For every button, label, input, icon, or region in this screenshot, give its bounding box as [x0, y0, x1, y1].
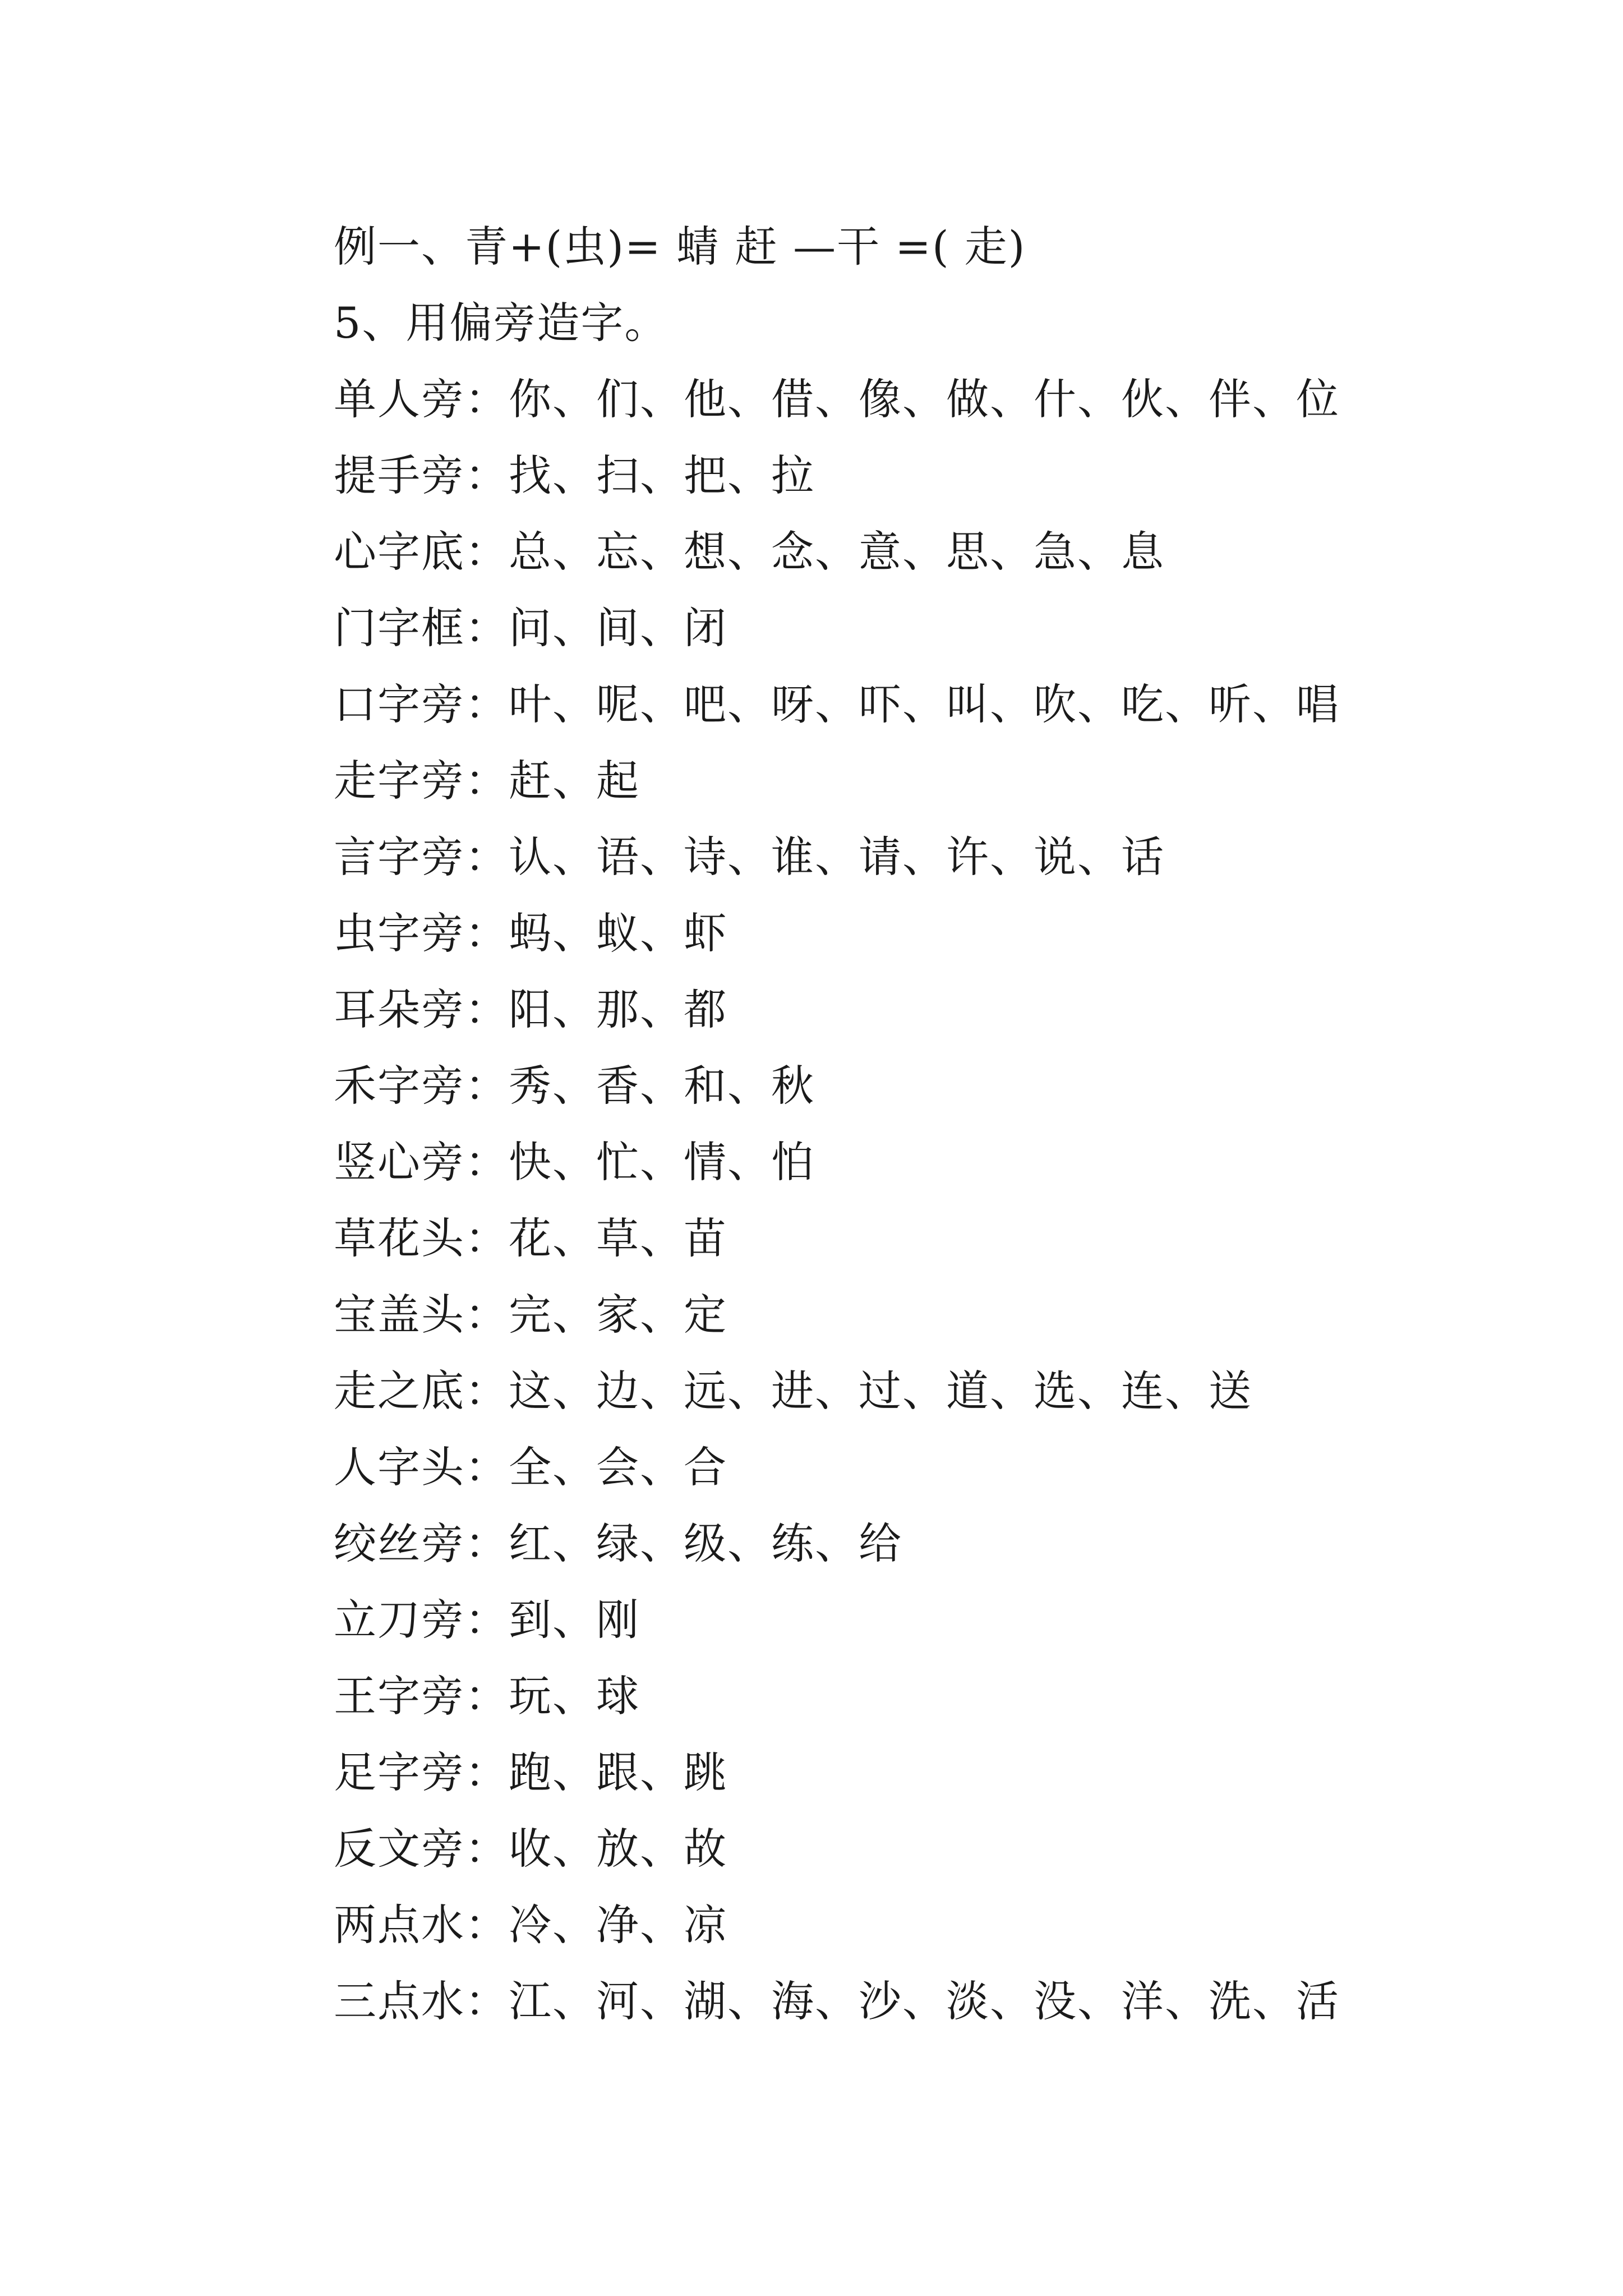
- radical-chars: 这、边、远、进、过、道、选、连、送: [509, 1366, 1252, 1416]
- radical-label: 单人旁：: [334, 374, 509, 424]
- radical-chars: 江、河、湖、海、沙、淡、没、洋、洗、活: [509, 1976, 1340, 2026]
- radical-label: 耳朵旁：: [334, 984, 509, 1034]
- radical-row: [334, 1048, 1399, 1124]
- radical-row: [334, 743, 1399, 819]
- radical-chars: 收、放、故: [509, 1824, 727, 1874]
- radical-row: [334, 972, 1399, 1048]
- radical-row: [334, 1734, 1399, 1811]
- radical-chars: 蚂、蚁、虾: [509, 908, 727, 958]
- radical-label: 提手旁：: [334, 450, 509, 500]
- radical-chars: 问、间、闭: [509, 603, 727, 653]
- radical-label: 言字旁：: [334, 832, 509, 882]
- radical-row: [334, 819, 1399, 895]
- radical-chars: 到、刚: [509, 1595, 640, 1645]
- radical-label: 足字旁：: [334, 1747, 509, 1797]
- radical-row: [334, 1658, 1399, 1734]
- radical-row: [334, 1582, 1399, 1658]
- radical-chars: 冷、净、凉: [509, 1900, 727, 1950]
- radical-chars: 总、忘、想、念、意、思、急、息: [509, 527, 1165, 577]
- radical-chars: 全、会、合: [509, 1442, 727, 1492]
- radical-chars: 花、草、苗: [509, 1213, 727, 1263]
- radical-label: 三点水：: [334, 1976, 509, 2026]
- radical-chars: 赶、起: [509, 756, 640, 806]
- radical-chars: 叶、呢、吧、呀、吓、叫、吹、吃、听、唱: [509, 679, 1340, 729]
- radical-row: [334, 1277, 1399, 1353]
- radical-label: 门字框：: [334, 603, 509, 653]
- radical-label: 反文旁：: [334, 1824, 509, 1874]
- radical-label: 宝盖头：: [334, 1290, 509, 1340]
- document-body: [334, 209, 1399, 2040]
- radical-label: 心字底：: [334, 527, 509, 577]
- radical-row: [334, 1811, 1399, 1887]
- radical-row: [334, 1429, 1399, 1506]
- radical-chars: 玩、球: [509, 1671, 640, 1721]
- radical-chars: 完、家、定: [509, 1290, 727, 1340]
- section-title: 5、用偏旁造字。: [334, 298, 668, 348]
- radical-chars: 红、绿、级、练、给: [509, 1519, 902, 1568]
- radical-label: 走之底：: [334, 1366, 509, 1416]
- radical-row: [334, 666, 1399, 743]
- radical-row: [334, 1887, 1399, 1963]
- radical-row: [334, 1124, 1399, 1200]
- radical-chars: 你、们、他、借、像、做、什、伙、伴、位: [509, 374, 1340, 424]
- radical-row: [334, 1506, 1399, 1582]
- radical-row: [334, 1963, 1399, 2040]
- radical-chars: 快、忙、情、怕: [509, 1137, 815, 1187]
- radical-label: 走字旁：: [334, 756, 509, 806]
- radical-label: 禾字旁：: [334, 1061, 509, 1111]
- radical-label: 王字旁：: [334, 1671, 509, 1721]
- radical-row: [334, 438, 1399, 514]
- radical-label: 立刀旁：: [334, 1595, 509, 1645]
- radical-row: [334, 1200, 1399, 1277]
- radical-chars: 阳、那、都: [509, 984, 727, 1034]
- radical-label: 绞丝旁：: [334, 1519, 509, 1568]
- radical-label: 虫字旁：: [334, 908, 509, 958]
- radical-row: [334, 514, 1399, 590]
- radical-label: 草花头：: [334, 1213, 509, 1263]
- radical-label: 竖心旁：: [334, 1137, 509, 1187]
- radical-chars: 找、扫、把、拉: [509, 450, 815, 500]
- radical-chars: 秀、香、和、秋: [509, 1061, 815, 1111]
- example-line: 例一、青+(虫)= 蜻 赶 —干 =( 走): [334, 222, 1026, 272]
- radical-row: [334, 361, 1399, 438]
- radical-row: [334, 590, 1399, 666]
- radical-label: 人字头：: [334, 1442, 509, 1492]
- radical-row: [334, 1353, 1399, 1429]
- radical-row: [334, 895, 1399, 972]
- radical-label: 两点水：: [334, 1900, 509, 1950]
- radical-chars: 认、语、诗、谁、请、许、说、话: [509, 832, 1165, 882]
- radical-label: 口字旁：: [334, 679, 509, 729]
- radical-chars: 跑、跟、跳: [509, 1747, 727, 1797]
